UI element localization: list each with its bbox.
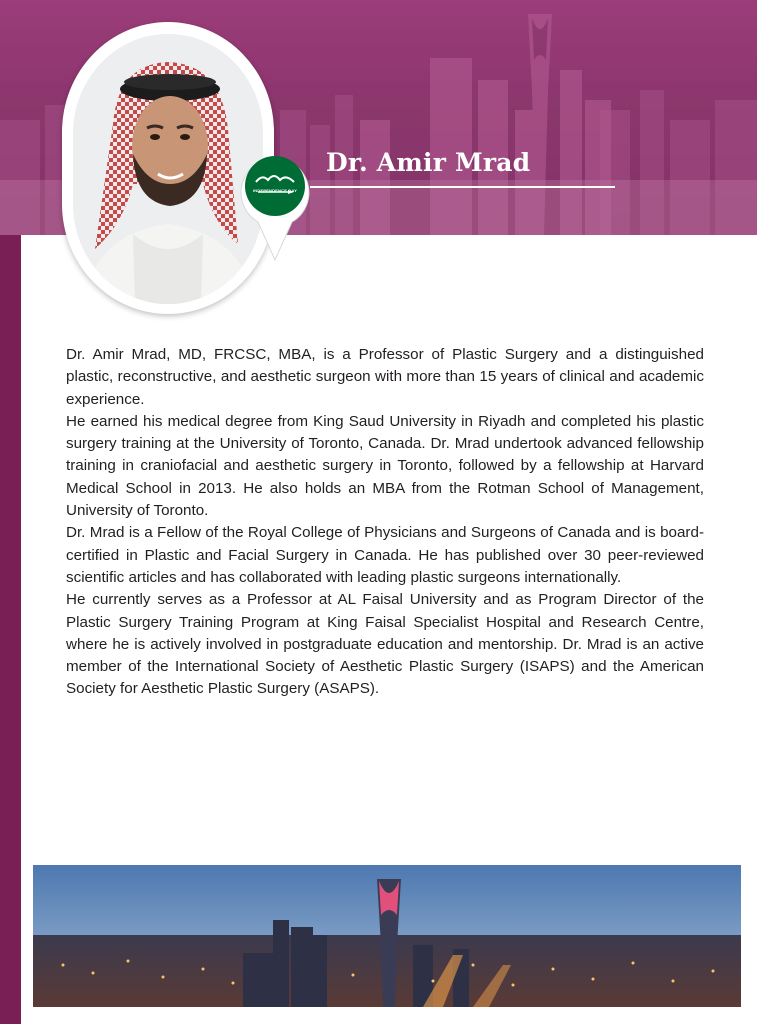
portrait-illustration — [73, 34, 263, 304]
name-underline — [310, 186, 615, 188]
left-accent-bar — [0, 235, 21, 1024]
night-skyline-illustration — [33, 865, 741, 1007]
biography — [66, 344, 704, 701]
bio-paragraph: He currently serves as a Professor at AL Faisal University and as Program Director of the Plastic Surgery Training Program at King Faisal Specialist Hospital and Research Centre, where he is actively involved in postgraduate education and mentorship. Dr. Mrad is an active member of the International Society of Aesthetic Plastic Surgery (ISAPS) and the American Society for Aesthetic Plastic Surgery (ASAPS). — [66, 591, 704, 698]
portrait-photo — [73, 34, 263, 304]
doctor-name: Dr. Amir Mrad — [326, 148, 531, 177]
saudi-flag-pin-icon — [238, 150, 312, 262]
bio-paragraph: Dr. Mrad is a Fellow of the Royal College of Physicians and Surgeons of Canada and is board-certified in Plastic and Facial Surgery in Canada. He has published over 30 peer-reviewed scientific articles and has collaborated with leading plastic surgeons internationally. — [66, 524, 704, 586]
bio-paragraph: Dr. Amir Mrad, MD, FRCSC, MBA, is a Professor of Plastic Surgery and a distinguished plastic, reconstructive, and aesthetic surgeon with more than 15 years of clinical and academic experience. — [66, 346, 704, 408]
bottom-city-photo — [33, 865, 741, 1007]
badge-caption: INDEPENDENCE DAY — [252, 188, 298, 193]
bio-paragraph: He earned his medical degree from King Saud University in Riyadh and completed his plastic surgery training at the University of Toronto, Canada. Dr. Mrad undertook advanced fellowship training in craniofacial and aesthetic surgery in Toronto, followed by a fellowship at Harvard Medical School in 2013. He also holds an MBA from the Rotman School of Management, University of Toronto. — [66, 412, 704, 520]
